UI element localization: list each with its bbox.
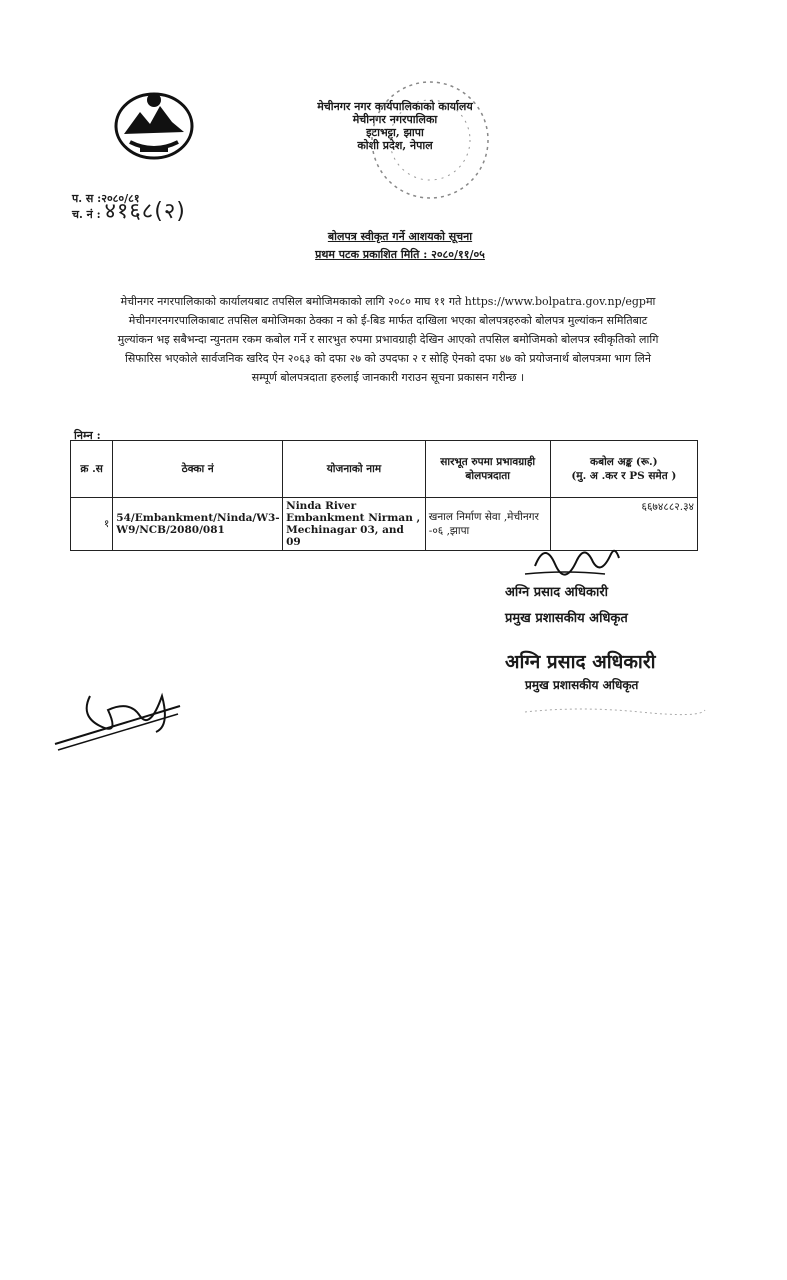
seal-name: अग्नि प्रसाद अधिकारी bbox=[505, 651, 656, 673]
body-line-2: मेचीनगरनगरपालिकाबाट तपसिल बमोजिमका ठेक्का न को ई-बिड मार्फत दाखिला भएका बोलपत्रहरुको बोलपत्र मुल्यांकन समितिबाट bbox=[128, 314, 648, 327]
header-contract: ठेक्का नं bbox=[113, 441, 283, 498]
dispatch-ref bbox=[72, 199, 186, 224]
header-amount bbox=[550, 441, 697, 498]
body-line-1: मेचीनगर नगरपालिकाको कार्यालयबाट तपसिल बमोजिमकाको लागि २०८० माघ ११ गते https://www.bolpatra.gov.np/egpमा bbox=[120, 295, 656, 308]
notice-subject bbox=[280, 228, 520, 264]
stamp-smudge-icon bbox=[520, 700, 710, 720]
header-amount-label: कबोल अङ्क (रू.) bbox=[590, 456, 658, 468]
government-emblem-icon bbox=[110, 82, 198, 162]
signatory-title: प्रमुख प्रशासकीय अधिकृत bbox=[505, 611, 628, 626]
office-province: कोशी प्रदेश, नेपाल bbox=[357, 139, 433, 152]
cell-contract: 54/Embankment/Ninda/W3-W9/NCB/2080/081 bbox=[113, 498, 283, 551]
cell-bidder: खनाल निर्माण सेवा ,मेचीनगर -०६ ,झापा bbox=[425, 498, 550, 551]
signature-icon bbox=[515, 536, 635, 584]
cell-project: Ninda River Embankment Nirman , Mechinagar 03, and 09 bbox=[283, 498, 426, 551]
reference-block bbox=[72, 192, 186, 224]
signatory-name: अग्नि प्रसाद अधिकारी bbox=[505, 585, 609, 600]
signatory-block bbox=[505, 580, 628, 632]
header-project: योजनाको नाम bbox=[283, 441, 426, 498]
bid-result-table bbox=[70, 440, 698, 551]
header-sn: क्र .स bbox=[71, 441, 113, 498]
table-header-row bbox=[71, 441, 698, 498]
notice-title: बोलपत्र स्वीकृत गर्ने आशयको सूचना bbox=[327, 230, 473, 243]
office-location: इटाभट्टा, झापा bbox=[366, 126, 424, 139]
office-stamp-icon bbox=[360, 70, 500, 210]
initials-signature-icon bbox=[50, 686, 190, 756]
municipality-name: मेचीनगर नगरपालिका bbox=[352, 113, 438, 126]
publish-date: प्रथम पटक प्रकाशित मिति : २०८०/११/०५ bbox=[315, 248, 485, 261]
body-line-3: मुल्यांकन भइ सबैभन्दा न्युनतम रकम कबोल गर्ने र सारभुत रुपमा प्रभावग्राही देखिन आएको तपसिल बमोजिमको बोलपत्र स्वीकृतिको लागि bbox=[117, 333, 659, 346]
notice-body bbox=[88, 292, 688, 387]
cell-sn: १ bbox=[71, 498, 113, 551]
cell-amount: ६६७४८८२.३४ bbox=[550, 498, 697, 551]
dispatch-label: च. नं : bbox=[72, 208, 101, 221]
seal-title: प्रमुख प्रशासकीय अधिकृत bbox=[525, 678, 639, 692]
dispatch-number: ४१६८(२) bbox=[104, 199, 186, 224]
office-name: मेचीनगर नगर कार्यपालिकाको कार्यालय bbox=[317, 100, 473, 113]
body-line-4: सिफारिस भएकोले सार्वजनिक खरिद ऐन २०६३ को दफा २७ को उपदफा २ र सोहि ऐनको दफा ४७ को प्रयोजनार्थ बोलपत्रमा भाग लिने bbox=[124, 352, 651, 365]
header-bidder: सारभूत रुपमा प्रभावग्राही बोलपत्रदाता bbox=[425, 441, 550, 498]
body-line-5: सम्पूर्ण बोलपत्रदाता हरुलाई जानकारी गराउन सूचना प्रकासन गरीन्छ । bbox=[251, 371, 525, 384]
fiscal-year-ref: प. स :२०८०/८१ bbox=[72, 192, 140, 205]
header-amount-note: (मु. अ .कर र PS समेत ) bbox=[571, 470, 677, 482]
table-note-label: निम्न : bbox=[74, 429, 101, 442]
